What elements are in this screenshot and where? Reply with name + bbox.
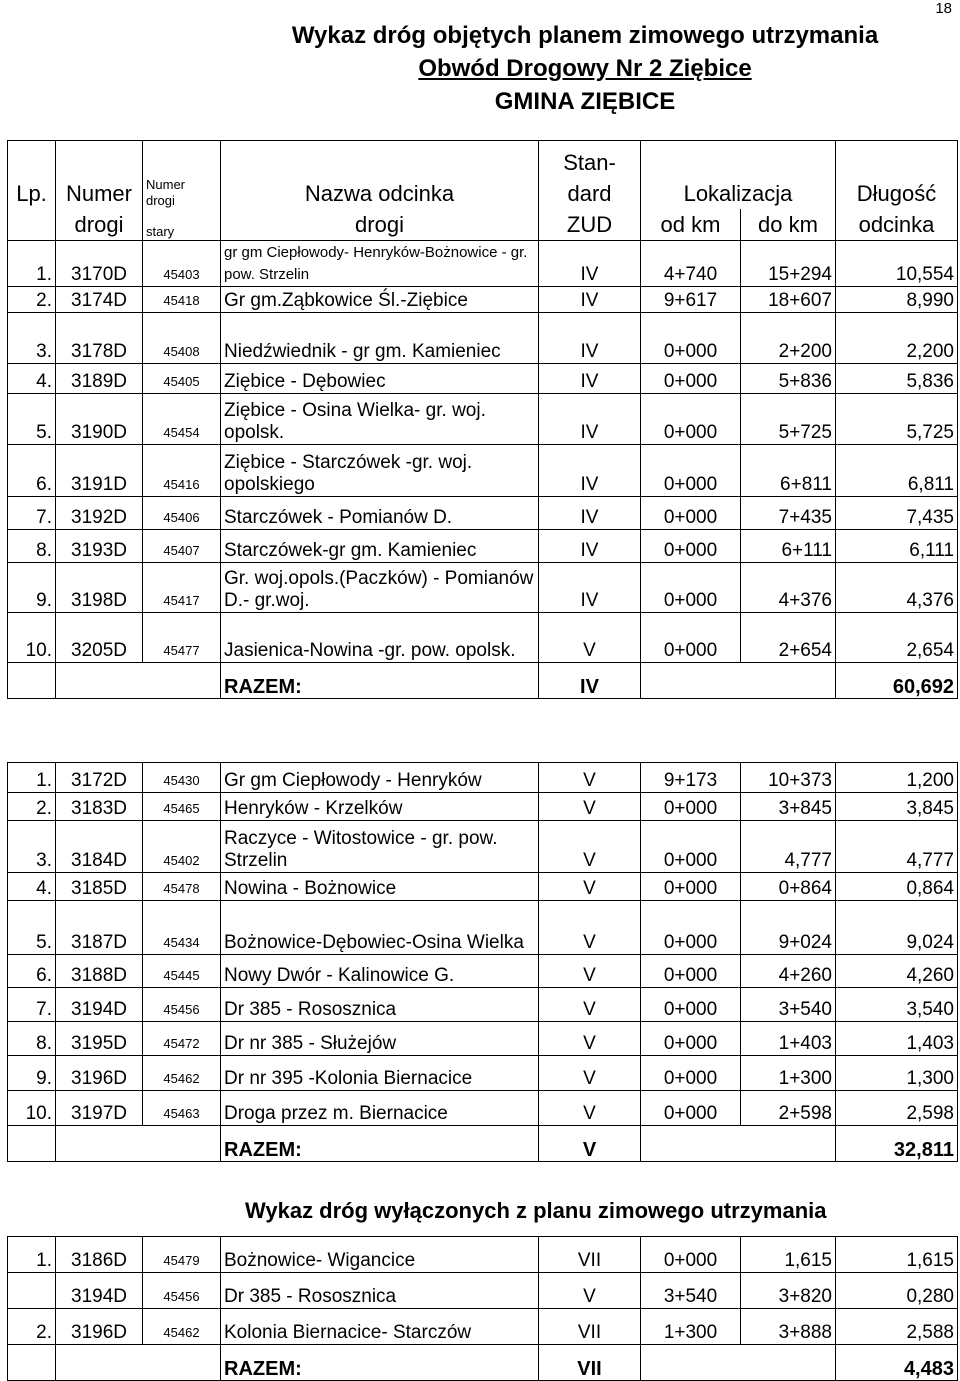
cell-road-number: 3198D (56, 563, 143, 613)
cell-lp: 4. (8, 364, 56, 394)
cell-lp: 7. (8, 497, 56, 530)
cell-section-name: Gr. woj.opols.(Paczków) - Pomianów D.- gr.woj. (221, 563, 539, 613)
cell-old-number: 45445 (143, 955, 221, 988)
cell-section-name: Ziębice - Osina Wielka- gr. woj. opolsk. (221, 394, 539, 445)
cell-road-number: 3187D (56, 901, 143, 955)
cell-section-name: Jasienica-Nowina -gr. pow. opolsk. (221, 613, 539, 663)
cell-from-km: 0+000 (641, 364, 741, 394)
cell-road-number: 3186D (56, 1237, 143, 1273)
cell-section-name: Nowy Dwór - Kalinowice G. (221, 955, 539, 988)
table-row (8, 241, 958, 287)
cell-length: 0,864 (836, 873, 958, 901)
table-row (8, 394, 958, 445)
cell-section-name: Raczyce - Witostowice - gr. pow. Strzelin (221, 821, 539, 873)
cell-standard: V (539, 1022, 641, 1056)
table-row (8, 901, 958, 955)
cell-standard: V (539, 763, 641, 793)
table-row (8, 821, 958, 873)
cell-length: 4,777 (836, 821, 958, 873)
cell-to-km: 7+435 (741, 497, 836, 530)
cell-road-number: 3178D (56, 313, 143, 364)
total-label: RAZEM: (221, 663, 539, 699)
cell-from-km: 0+000 (641, 530, 741, 563)
total-empty (8, 1345, 56, 1381)
cell-standard: V (539, 1091, 641, 1126)
cell-old-number: 45465 (143, 793, 221, 821)
cell-length: 2,654 (836, 613, 958, 663)
table-row (8, 793, 958, 821)
cell-standard: IV (539, 287, 641, 313)
page-number: 18 (935, 0, 952, 17)
cell-to-km: 2+598 (741, 1091, 836, 1126)
cell-length: 4,260 (836, 955, 958, 988)
cell-road-number: 3189D (56, 364, 143, 394)
cell-standard: IV (539, 364, 641, 394)
cell-length: 1,615 (836, 1237, 958, 1273)
cell-length: 0,280 (836, 1273, 958, 1309)
cell-road-number: 3185D (56, 873, 143, 901)
total-row (8, 1345, 958, 1381)
header-numer: Numer (56, 141, 143, 210)
cell-section-name: Starczówek - Pomianów D. (221, 497, 539, 530)
cell-lp: 2. (8, 1309, 56, 1345)
cell-lp: 2. (8, 287, 56, 313)
excluded-section-title: Wykaz dróg wyłączonych z planu zimowego utrzymania (245, 1198, 827, 1223)
cell-lp: 5. (8, 394, 56, 445)
cell-lp: 1. (8, 1237, 56, 1273)
cell-standard: V (539, 1056, 641, 1091)
cell-lp: 9. (8, 563, 56, 613)
cell-old-number: 45405 (143, 364, 221, 394)
cell-length: 1,403 (836, 1022, 958, 1056)
cell-road-number: 3196D (56, 1309, 143, 1345)
total-empty (56, 1345, 221, 1381)
cell-from-km: 0+000 (641, 445, 741, 497)
cell-from-km: 4+740 (641, 241, 741, 287)
cell-standard: IV (539, 497, 641, 530)
cell-length: 7,435 (836, 497, 958, 530)
cell-section-name: Bożnowice- Wigancice (221, 1237, 539, 1273)
cell-from-km: 0+000 (641, 988, 741, 1022)
cell-old-number: 45456 (143, 988, 221, 1022)
cell-to-km: 6+111 (741, 530, 836, 563)
table-row (8, 563, 958, 613)
cell-standard: IV (539, 394, 641, 445)
roads-table-excluded (7, 1236, 958, 1381)
title-line-3: GMINA ZIĘBICE (494, 88, 676, 115)
cell-old-number: 45456 (143, 1273, 221, 1309)
table-row (8, 955, 958, 988)
cell-length: 2,200 (836, 313, 958, 364)
cell-section-name: Dr 385 - Rososznica (221, 988, 539, 1022)
table-row (8, 988, 958, 1022)
cell-section-name: Henryków - Krzelków (221, 793, 539, 821)
cell-length: 5,836 (836, 364, 958, 394)
cell-to-km: 1+403 (741, 1022, 836, 1056)
header-stary: stary (143, 209, 221, 241)
table-row (8, 873, 958, 901)
total-standard: V (539, 1126, 641, 1162)
cell-from-km: 0+000 (641, 563, 741, 613)
header-nazwa: Nazwa odcinka (221, 141, 539, 210)
cell-section-name: Droga przez m. Biernacice (221, 1091, 539, 1126)
cell-standard: V (539, 793, 641, 821)
cell-length: 9,024 (836, 901, 958, 955)
cell-length: 2,588 (836, 1309, 958, 1345)
cell-section-name: Dr 385 - Rososznica (221, 1273, 539, 1309)
table-row (8, 1237, 958, 1273)
cell-section-name: Ziębice - Starczówek -gr. woj. opolskiego (221, 445, 539, 497)
cell-old-number: 45407 (143, 530, 221, 563)
total-standard: IV (539, 663, 641, 699)
table-header-row-2 (8, 209, 958, 241)
table-row (8, 1091, 958, 1126)
cell-from-km: 3+540 (641, 1273, 741, 1309)
title-line-1: Wykaz dróg objętych planem zimowego utrzymania (291, 22, 879, 49)
cell-lp: 3. (8, 821, 56, 873)
cell-standard: IV (539, 530, 641, 563)
cell-to-km: 2+200 (741, 313, 836, 364)
cell-road-number: 3205D (56, 613, 143, 663)
cell-standard: V (539, 955, 641, 988)
roads-table-iv (7, 140, 958, 699)
total-row (8, 1126, 958, 1162)
cell-to-km: 10+373 (741, 763, 836, 793)
cell-section-name: Gr gm.Ząbkowice Śl.-Ziębice (221, 287, 539, 313)
table-row (8, 613, 958, 663)
cell-length: 2,598 (836, 1091, 958, 1126)
total-label: RAZEM: (221, 1126, 539, 1162)
header-zud: ZUD (539, 209, 641, 241)
cell-from-km: 0+000 (641, 1237, 741, 1273)
total-length: 4,483 (836, 1345, 958, 1381)
cell-to-km: 0+864 (741, 873, 836, 901)
header-do-km: do km (741, 209, 836, 241)
cell-road-number: 3194D (56, 1273, 143, 1309)
cell-to-km: 18+607 (741, 287, 836, 313)
cell-lp: 2. (8, 793, 56, 821)
total-empty (56, 1126, 221, 1162)
cell-road-number: 3195D (56, 1022, 143, 1056)
cell-road-number: 3194D (56, 988, 143, 1022)
cell-from-km: 0+000 (641, 793, 741, 821)
header-standard: Stan- dard (539, 141, 641, 210)
cell-section-name: Bożnowice-Dębowiec-Osina Wielka (221, 901, 539, 955)
cell-old-number: 45472 (143, 1022, 221, 1056)
total-empty (8, 663, 56, 699)
total-empty (641, 663, 836, 699)
cell-from-km: 0+000 (641, 873, 741, 901)
cell-old-number: 45477 (143, 613, 221, 663)
cell-old-number: 45479 (143, 1237, 221, 1273)
cell-length: 6,111 (836, 530, 958, 563)
cell-lp: 4. (8, 873, 56, 901)
cell-section-name: Dr nr 385 - Służejów (221, 1022, 539, 1056)
cell-from-km: 0+000 (641, 821, 741, 873)
cell-road-number: 3192D (56, 497, 143, 530)
cell-length: 3,540 (836, 988, 958, 1022)
cell-length: 4,376 (836, 563, 958, 613)
cell-to-km: 4+260 (741, 955, 836, 988)
cell-lp: 8. (8, 1022, 56, 1056)
header-lokalizacja: Lokalizacja (641, 141, 836, 210)
cell-lp: 6. (8, 955, 56, 988)
cell-to-km: 15+294 (741, 241, 836, 287)
cell-to-km: 4,777 (741, 821, 836, 873)
total-empty (56, 663, 221, 699)
cell-lp: 3. (8, 313, 56, 364)
cell-road-number: 3188D (56, 955, 143, 988)
table-row (8, 497, 958, 530)
cell-standard: VII (539, 1309, 641, 1345)
cell-old-number: 45417 (143, 563, 221, 613)
cell-lp (8, 1273, 56, 1309)
table-row (8, 287, 958, 313)
cell-road-number: 3191D (56, 445, 143, 497)
cell-section-name: gr gm Ciepłowody- Henryków-Bożnowice - gr. pow. Strzelin (221, 241, 539, 287)
cell-standard: IV (539, 445, 641, 497)
cell-to-km: 4+376 (741, 563, 836, 613)
cell-length: 3,845 (836, 793, 958, 821)
cell-old-number: 45416 (143, 445, 221, 497)
cell-to-km: 1+300 (741, 1056, 836, 1091)
cell-to-km: 3+888 (741, 1309, 836, 1345)
total-length: 60,692 (836, 663, 958, 699)
table-row (8, 1309, 958, 1345)
cell-standard: VII (539, 1237, 641, 1273)
cell-road-number: 3196D (56, 1056, 143, 1091)
cell-lp: 6. (8, 445, 56, 497)
cell-old-number: 45434 (143, 901, 221, 955)
cell-old-number: 45462 (143, 1056, 221, 1091)
cell-to-km: 3+845 (741, 793, 836, 821)
cell-standard: V (539, 613, 641, 663)
table-row (8, 763, 958, 793)
cell-length: 1,200 (836, 763, 958, 793)
cell-road-number: 3190D (56, 394, 143, 445)
cell-section-name: Starczówek-gr gm. Kamieniec (221, 530, 539, 563)
cell-from-km: 9+173 (641, 763, 741, 793)
header-lp: Lp. (8, 141, 56, 210)
header-odcinka: odcinka (836, 209, 958, 241)
cell-section-name: Kolonia Biernacice- Starczów (221, 1309, 539, 1345)
cell-to-km: 5+836 (741, 364, 836, 394)
table-row (8, 1022, 958, 1056)
cell-old-number: 45406 (143, 497, 221, 530)
cell-section-name: Niedźwiednik - gr gm. Kamieniec (221, 313, 539, 364)
cell-to-km: 2+654 (741, 613, 836, 663)
cell-road-number: 3184D (56, 821, 143, 873)
cell-standard: V (539, 873, 641, 901)
cell-from-km: 9+617 (641, 287, 741, 313)
cell-from-km: 0+000 (641, 394, 741, 445)
cell-standard: V (539, 988, 641, 1022)
cell-from-km: 0+000 (641, 1022, 741, 1056)
cell-old-number: 45402 (143, 821, 221, 873)
table-header-row (8, 141, 958, 210)
total-empty (641, 1345, 836, 1381)
cell-old-number: 45454 (143, 394, 221, 445)
header-od-km: od km (641, 209, 741, 241)
cell-old-number: 45430 (143, 763, 221, 793)
cell-lp: 7. (8, 988, 56, 1022)
cell-from-km: 0+000 (641, 901, 741, 955)
table-row (8, 1273, 958, 1309)
roads-table-v (7, 762, 958, 1162)
header-numer-small: Numer drogi (143, 141, 221, 210)
header-nazwa-drogi: drogi (221, 209, 539, 241)
cell-standard: IV (539, 241, 641, 287)
cell-road-number: 3193D (56, 530, 143, 563)
cell-from-km: 0+000 (641, 1091, 741, 1126)
header-dlugosc: Długość (836, 141, 958, 210)
cell-old-number: 45478 (143, 873, 221, 901)
total-row (8, 663, 958, 699)
cell-section-name: Ziębice - Dębowiec (221, 364, 539, 394)
total-label: RAZEM: (221, 1345, 539, 1381)
cell-standard: IV (539, 563, 641, 613)
cell-from-km: 0+000 (641, 955, 741, 988)
cell-road-number: 3170D (56, 241, 143, 287)
cell-from-km: 0+000 (641, 1056, 741, 1091)
cell-to-km: 3+540 (741, 988, 836, 1022)
total-standard: VII (539, 1345, 641, 1381)
header-numer-drogi: drogi (56, 209, 143, 241)
cell-length: 10,554 (836, 241, 958, 287)
table-row (8, 445, 958, 497)
cell-standard: V (539, 821, 641, 873)
cell-lp: 10. (8, 1091, 56, 1126)
table-row (8, 1056, 958, 1091)
cell-road-number: 3174D (56, 287, 143, 313)
cell-lp: 8. (8, 530, 56, 563)
table-row (8, 364, 958, 394)
total-empty (8, 1126, 56, 1162)
cell-from-km: 0+000 (641, 313, 741, 364)
total-empty (641, 1126, 836, 1162)
cell-to-km: 5+725 (741, 394, 836, 445)
cell-old-number: 45408 (143, 313, 221, 364)
cell-length: 8,990 (836, 287, 958, 313)
cell-standard: IV (539, 313, 641, 364)
total-length: 32,811 (836, 1126, 958, 1162)
cell-to-km: 9+024 (741, 901, 836, 955)
cell-standard: V (539, 901, 641, 955)
cell-old-number: 45463 (143, 1091, 221, 1126)
cell-lp: 5. (8, 901, 56, 955)
cell-to-km: 3+820 (741, 1273, 836, 1309)
cell-lp: 1. (8, 763, 56, 793)
cell-old-number: 45418 (143, 287, 221, 313)
cell-road-number: 3197D (56, 1091, 143, 1126)
cell-section-name: Nowina - Bożnowice (221, 873, 539, 901)
cell-lp: 9. (8, 1056, 56, 1091)
cell-old-number: 45462 (143, 1309, 221, 1345)
cell-from-km: 0+000 (641, 497, 741, 530)
cell-lp: 10. (8, 613, 56, 663)
cell-from-km: 1+300 (641, 1309, 741, 1345)
table-row (8, 313, 958, 364)
title-line-2: Obwód Drogowy Nr 2 Ziębice (418, 55, 752, 82)
cell-section-name: Gr gm Ciepłowody - Henryków (221, 763, 539, 793)
table-row (8, 530, 958, 563)
cell-length: 5,725 (836, 394, 958, 445)
cell-old-number: 45403 (143, 241, 221, 287)
cell-section-name: Dr nr 395 -Kolonia Biernacice (221, 1056, 539, 1091)
cell-road-number: 3183D (56, 793, 143, 821)
cell-to-km: 1,615 (741, 1237, 836, 1273)
cell-road-number: 3172D (56, 763, 143, 793)
cell-length: 1,300 (836, 1056, 958, 1091)
cell-from-km: 0+000 (641, 613, 741, 663)
cell-standard: V (539, 1273, 641, 1309)
cell-to-km: 6+811 (741, 445, 836, 497)
cell-lp: 1. (8, 241, 56, 287)
cell-length: 6,811 (836, 445, 958, 497)
